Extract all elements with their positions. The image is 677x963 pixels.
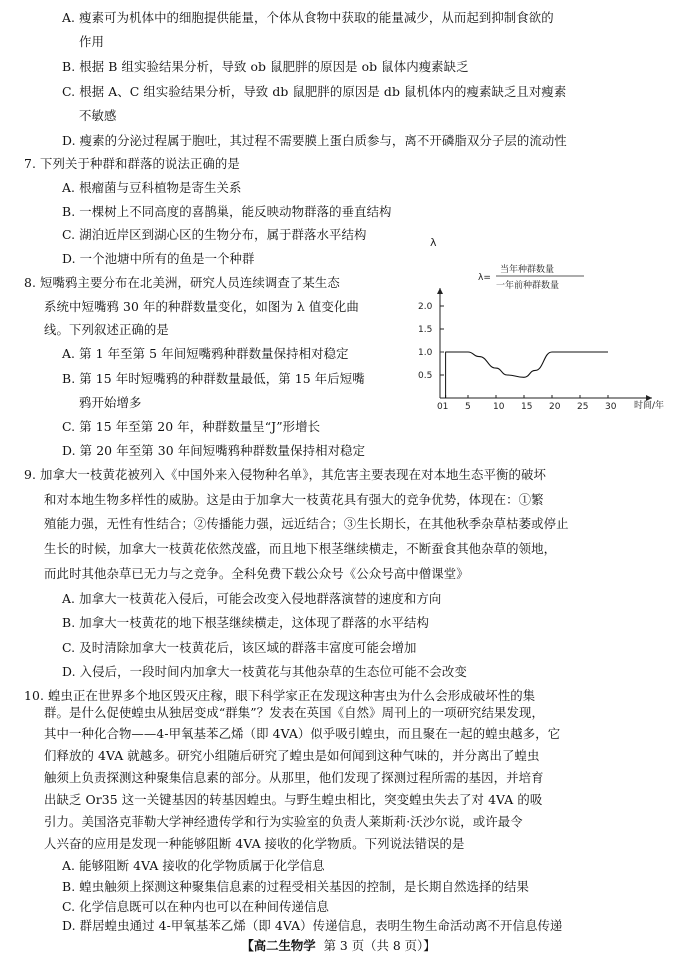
chart-formula-prefix: λ= bbox=[478, 273, 491, 283]
q8-option-a: A. 第 1 年至第 5 年间短嘴鸦种群数量保持相对稳定 bbox=[62, 346, 349, 361]
q10-line-6: 出缺乏 Or35 这一关键基因的转基因蝗虫。与野生蝗虫相比，突变蝗虫失去了对 4VA 的吸 bbox=[44, 792, 543, 807]
q6-option-a: A. 瘦素可为机体中的细胞提供能量，个体从食物中获取的能量减少，从而起到抑制食欲的 bbox=[62, 10, 554, 25]
chart-ytick-label: 1.5 bbox=[418, 325, 433, 335]
q6-option-a-cont: 作用 bbox=[79, 34, 104, 49]
q8-stem-line-2: 系统中短嘴鸦 30 年的种群数量变化，如图为 λ 值变化曲 bbox=[44, 299, 359, 314]
q8-option-b-cont: 鸦开始增多 bbox=[79, 395, 142, 410]
q10-line-2: 群。是什么促使蝗虫从独居变成“群集”？发表在英国《自然》周刊上的一项研究结果发现， bbox=[44, 705, 545, 720]
q9-line-4: 生长的时候，加拿大一枝黄花依然茂盛，而且地下根茎继续横走，不断蚕食其他杂草的领地， bbox=[44, 541, 557, 556]
page-footer bbox=[0, 936, 677, 954]
chart-xtick-label: 25 bbox=[577, 402, 589, 412]
chart-xtick-label: 5 bbox=[465, 402, 471, 412]
q10-line-4: 们释放的 4VA 就越多。研究小组随后研究了蝗虫是如何闻到这种气味的，并分离出了蝗虫 bbox=[44, 748, 540, 763]
q6-option-b: B. 根据 B 组实验结果分析，导致 ob 鼠肥胖的原因是 ob 鼠体内瘦素缺乏 bbox=[62, 59, 469, 74]
q8-stem-line-3: 线。下列叙述正确的是 bbox=[44, 322, 169, 337]
q10-option-d: D. 群居蝗虫通过 4-甲氧基苯乙烯（即 4VA）传递信息，表明生物生命活动离不开信息传递 bbox=[62, 918, 563, 933]
q10-line-8: 人兴奋的应用是发现一种能够阻断 4VA 接收的化学物质。下列说法错误的是 bbox=[44, 836, 465, 851]
q10-line-3: 其中一种化合物——4-甲氧基苯乙烯（即 4VA）似乎吸引蝗虫，而且聚在一起的蝗虫越多，它 bbox=[44, 726, 561, 741]
q10-option-b: B. 蝗虫触须上探测这种聚集信息素的过程受相关基因的控制，是长期自然选择的结果 bbox=[62, 879, 529, 894]
q10-option-a: A. 能够阻断 4VA 接收的化学物质属于化学信息 bbox=[62, 858, 325, 873]
q7-stem: 7. 下列关于种群和群落的说法正确的是 bbox=[24, 156, 240, 171]
lambda-chart bbox=[416, 228, 674, 412]
chart-ylabel: λ bbox=[430, 236, 437, 249]
q7-option-d: D. 一个池塘中所有的鱼是一个种群 bbox=[62, 251, 255, 266]
chart-xtick-label: 10 bbox=[493, 402, 505, 412]
chart-series-line bbox=[446, 352, 608, 377]
q9-option-a: A. 加拿大一枝黄花入侵后，可能会改变入侵地群落演替的速度和方向 bbox=[62, 591, 442, 606]
q6-option-d: D. 瘦素的分泌过程属于胞吐，其过程不需要膜上蛋白质参与，离不开磷脂双分子层的流动性 bbox=[62, 133, 567, 148]
chart-formula-denominator: 一年前种群数量 bbox=[496, 281, 560, 291]
chart-xtick-label: 15 bbox=[521, 402, 533, 412]
chart-y-arrow bbox=[437, 288, 443, 294]
q7-option-b: B. 一棵树上不同高度的喜鹊巢，能反映动物群落的垂直结构 bbox=[62, 204, 392, 219]
q9-line-2: 和对本地生物多样性的威胁。这是由于加拿大一枝黄花具有强大的竞争优势，体现在：①繁 bbox=[44, 492, 544, 507]
q9-option-c: C. 及时清除加拿大一枝黄花后，该区域的群落丰富度可能会增加 bbox=[62, 640, 417, 655]
q8-stem-line-1: 8. 短嘴鸦主要分布在北美洲，研究人员连续调查了某生态 bbox=[24, 275, 340, 290]
q7-option-c: C. 湖泊近岸区到湖心区的生物分布，属于群落水平结构 bbox=[62, 227, 367, 242]
chart-xtick-label: 1 bbox=[442, 402, 449, 412]
q9-line-1: 9. 加拿大一枝黄花被列入《中国外来入侵物种名单》，其危害主要表现在对本地生态平衡的破坏 bbox=[24, 467, 546, 482]
q9-line-3: 殖能力强，无性有性结合；②传播能力强，远近结合；③生长期长，在其他秋季杂草枯萎或停止 bbox=[44, 516, 569, 531]
q9-line-5: 而此时其他杂草已无力与之竞争。全科免费下载公众号《公众号高中僧课堂》 bbox=[44, 566, 469, 581]
q9-option-d: D. 入侵后，一段时间内加拿大一枝黄花与其他杂草的生态位可能不会改变 bbox=[62, 664, 467, 679]
footer-page-number: 第 3 页（共 8 页）】 bbox=[323, 938, 436, 953]
chart-xlabel: 时间/年 bbox=[634, 401, 665, 411]
chart-formula-numerator: 当年种群数量 bbox=[500, 265, 555, 275]
chart-ytick-label: 0.5 bbox=[418, 371, 433, 381]
chart-xtick-label: 0 bbox=[437, 402, 443, 412]
q8-option-d: D. 第 20 年至第 30 年间短嘴鸦种群数量保持相对稳定 bbox=[62, 443, 366, 458]
q8-option-c: C. 第 15 年至第 20 年，种群数量呈“J”形增长 bbox=[62, 419, 321, 434]
chart-ytick-label: 2.0 bbox=[418, 302, 433, 312]
q8-option-b: B. 第 15 年时短嘴鸦的种群数量最低，第 15 年后短嘴 bbox=[62, 371, 365, 386]
q10-line-1: 10. 蝗虫正在世界多个地区毁灭庄稼，眼下科学家正在发现这种害虫为什么会形成破坏性的集 bbox=[24, 688, 536, 703]
chart-xtick-label: 30 bbox=[605, 402, 617, 412]
q6-option-c: C. 根据 A、C 组实验结果分析，导致 db 鼠肥胖的原因是 db 鼠机体内的瘦素缺乏且对瘦素 bbox=[62, 84, 567, 99]
q10-line-7: 引力。美国洛克菲勒大学神经遗传学和行为实验室的负责人莱斯莉·沃沙尔说，或许最令 bbox=[44, 814, 523, 829]
q7-option-a: A. 根瘤菌与豆科植物是寄生关系 bbox=[62, 180, 242, 195]
q6-option-c-cont: 不敏感 bbox=[79, 108, 117, 123]
chart-xtick-label: 20 bbox=[549, 402, 561, 412]
chart-ytick-label: 1.0 bbox=[418, 348, 433, 358]
footer-subject: 【高二生物学 bbox=[241, 938, 316, 953]
q10-line-5: 触须上负责探测这种聚集信息素的部分。从那里，他们发现了探测过程所需的基因，并培育 bbox=[44, 770, 544, 785]
q10-option-c: C. 化学信息既可以在种内也可以在种间传递信息 bbox=[62, 899, 330, 914]
q9-option-b: B. 加拿大一枝黄花的地下根茎继续横走，这体现了群落的水平结构 bbox=[62, 615, 430, 630]
